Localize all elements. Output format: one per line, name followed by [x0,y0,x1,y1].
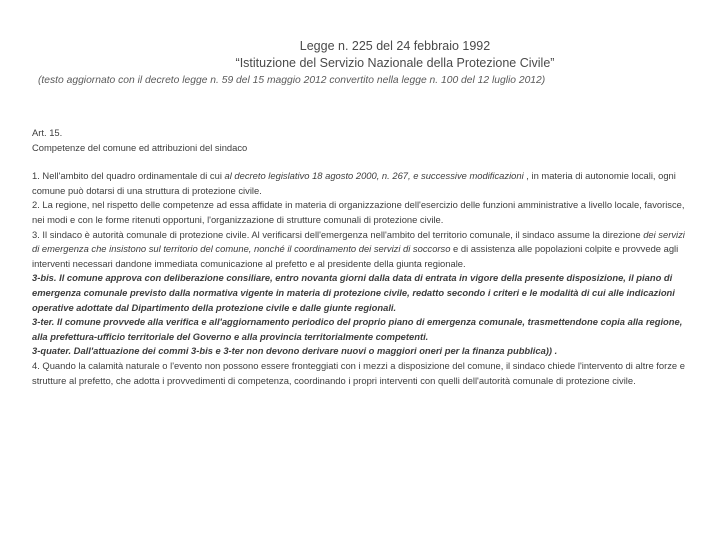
p3-text-end: e di assistenza alle popolazioni colpite e provvede agli interventi necessari dandone immediata comunicazione al prefetto e al presidente della giunta regionale. [32,243,679,269]
paragraph-3-ter: 3-ter. Il comune provvede alla verifica e all'aggiornamento periodico del proprio piano di emergenza comunale, trasmettendone copia alla regione, alla prefettura-ufficio territoriale del Governo e alla provincia territorialmente competenti. [32,316,683,342]
p1-reference: al decreto legislativo 18 agosto 2000, n. 267, e successive modificazioni [224,170,524,182]
paragraph-4: 4. Quando la calamità naturale o l'evento non possono essere fronteggiati con i mezzi a disposizione del comune, il sindaco chiede l'intervento di altre forze e strutture al prefetto, che adotta i provvedimenti di competenza, coordinando i propri interventi con quelli dell'autorità comunale di protezione civile. [32,359,685,386]
article-number: Art. 15. [32,127,63,138]
law-subtitle: “Istituzione del Servizio Nazionale della Protezione Civile” [235,56,555,70]
document-header [0,38,720,72]
p3-text: 3. Il sindaco è autorità comunale di protezione civile. Al verificarsi dell'emergenza nell'ambito del territorio comunale, il sindaco assume la direzione [32,228,644,240]
update-note: (testo aggiornato con il decreto legge n. 59 del 15 maggio 2012 convertito nella legge n. 100 del 12 luglio 2012) [38,75,546,86]
paragraph-1 [32,169,692,198]
paragraph-3 [32,228,692,272]
paragraph-3-bis: 3-bis. Il comune approva con deliberazione consiliare, entro novanta giorni dalla data di entrata in vigore della presente disposizione, il piano di emergenza comunale previsto dalla normativa vigente in materia di protezione civile, redatto secondo i criteri e le modalità di cui alle indicazioni operative adottate dal Dipartimento della protezione civile e dalle giunte regionali. [32,272,675,313]
article-heading [32,126,692,155]
article-body [32,126,692,388]
p1-text-end: , in materia di autonomie locali, ogni comune può dotarsi di una struttura di protezione civile. [32,170,676,196]
article-title: Competenze del comune ed attribuzioni del sindaco [32,141,248,153]
law-title: Legge n. 225 del 24 febbraio 1992 [299,39,491,53]
paragraph-3-quater: 3-quater. Dall'attuazione dei commi 3-bis e 3-ter non devono derivare nuovi o maggiori oneri per la finanza pubblica)) . [32,345,558,357]
p3-emphasis: dei servizi di emergenza che insistono sul territorio del comune, nonché il coordinamento dei servizi di soccorso [32,228,685,255]
p1-text: 1. Nell'ambito del quadro ordinamentale di cui [32,170,225,182]
paragraph-2: 2. La regione, nel rispetto delle competenze ad essa affidate in materia di organizzazione dell'esercizio delle funzioni amministrative a livello locale, favorisce, nei modi e con le forme ritenuti opportuni, l'organizzazione di strutture comunali di protezione civile. [32,199,685,225]
